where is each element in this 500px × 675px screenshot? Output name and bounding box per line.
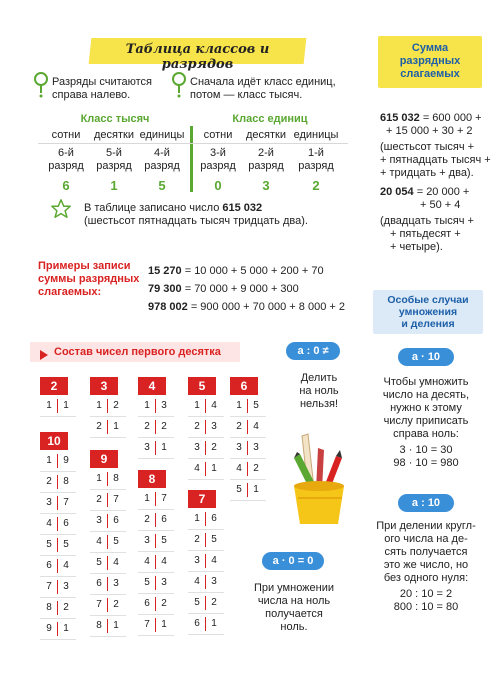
composition-cell: 2 — [96, 494, 102, 505]
composition-separator — [155, 420, 156, 434]
composition-cell: 3 — [46, 497, 52, 508]
examples-heading-line: суммы разрядных — [38, 273, 140, 285]
composition-cell: 6 — [113, 515, 119, 526]
sidebar-heading-line: слагаемых — [400, 68, 460, 80]
composition-cell: 2 — [194, 534, 200, 545]
composition-cell: 7 — [63, 497, 69, 508]
composition-row-line — [138, 635, 174, 636]
example-row — [148, 280, 345, 298]
pencil-cup-icon — [284, 428, 354, 533]
composition-cell: 4 — [46, 518, 52, 529]
composition-cell: 8 — [113, 473, 119, 484]
composition-row-line — [138, 593, 174, 594]
composition-row-line — [138, 530, 174, 531]
composition-separator — [247, 420, 248, 434]
composition-row-line — [230, 479, 266, 480]
mul10-line: справа ноль: — [393, 428, 459, 440]
composition-separator — [57, 538, 58, 552]
composition-cell: 4 — [194, 576, 200, 587]
composition-cell: 1 — [194, 400, 200, 411]
composition-cell: 2 — [113, 400, 119, 411]
sidebar-sum: + 15 000 + 30 + 2 — [386, 125, 473, 137]
mul10-line: число на десять, — [382, 389, 470, 401]
examples-heading-line: слагаемых: — [38, 286, 102, 298]
composition-cell: 4 — [236, 463, 242, 474]
rank-order: 4-й разряд — [144, 147, 180, 172]
composition-cell: 1 — [46, 400, 52, 411]
composition-cell: 1 — [46, 455, 52, 466]
composition-cell: 6 — [63, 518, 69, 529]
composition-number-badge: 5 — [188, 377, 216, 395]
composition-cell: 2 — [161, 598, 167, 609]
mul-zero-line: получается — [265, 608, 323, 620]
composition-cell: 2 — [63, 602, 69, 613]
examples-heading-line: Примеры записи — [38, 260, 131, 272]
mul10-example: 98 · 10 = 980 — [393, 457, 459, 469]
composition-cell: 6 — [46, 560, 52, 571]
composition-row-line — [90, 552, 126, 553]
composition-cell: 3 — [113, 578, 119, 589]
composition-row-line — [188, 550, 224, 551]
composition-cell: 3 — [144, 535, 150, 546]
composition-row-line — [90, 615, 126, 616]
rank-digit: 1 — [110, 178, 118, 193]
composition-cell: 6 — [161, 514, 167, 525]
composition-separator — [205, 441, 206, 455]
composition-separator — [155, 534, 156, 548]
sidebar-number: 20 054 — [380, 186, 414, 198]
composition-row-line — [188, 479, 224, 480]
composition-row-line — [230, 416, 266, 417]
sidebar-sum: = 600 000 + — [419, 112, 482, 124]
div-zero-line: нельзя! — [299, 398, 339, 410]
composition-cell: 4 — [194, 463, 200, 474]
composition-row-line — [40, 639, 76, 640]
composition-cell: 9 — [63, 455, 69, 466]
example-number: 15 270 — [148, 265, 182, 277]
div-zero-badge: a : 0 ≠ — [286, 342, 340, 360]
composition-separator — [57, 517, 58, 531]
composition-number-badge: 10 — [40, 432, 68, 450]
composition-separator — [247, 399, 248, 413]
composition-separator — [155, 618, 156, 632]
rank-name: единицы — [293, 129, 339, 141]
composition-cell: 3 — [96, 515, 102, 526]
sidebar-number: 615 032 — [380, 112, 420, 124]
class-units-label: Класс единиц — [232, 113, 308, 125]
composition-cell: 3 — [161, 577, 167, 588]
examples-heading — [38, 260, 139, 299]
composition-row-line — [138, 437, 174, 438]
class-thousands-label: Класс тысяч — [80, 113, 150, 125]
composition-cell: 6 — [194, 618, 200, 629]
composition-cell: 2 — [96, 421, 102, 432]
sidebar-words: (двадцать тысяч + — [380, 215, 474, 227]
composition-separator — [247, 462, 248, 476]
composition-cell: 3 — [236, 442, 242, 453]
example-sum: = 70 000 + 9 000 + 300 — [181, 283, 299, 295]
div10-line: сять получается — [384, 546, 468, 558]
composition-cell: 5 — [253, 400, 259, 411]
composition-cell: 2 — [253, 463, 259, 474]
rank-name: сотни — [51, 129, 81, 141]
rank-digit: 5 — [158, 178, 166, 193]
composition-cell: 4 — [96, 536, 102, 547]
intro-left — [52, 76, 152, 102]
composition-row-line — [138, 458, 174, 459]
composition-separator — [57, 454, 58, 468]
composition-row-line — [90, 437, 126, 438]
composition-row-line — [188, 416, 224, 417]
composition-cell: 7 — [46, 581, 52, 592]
composition-separator — [107, 577, 108, 591]
rank-name: сотни — [203, 129, 233, 141]
sidebar-words: + четыре). — [390, 241, 443, 253]
composition-cell: 4 — [144, 556, 150, 567]
composition-cell: 5 — [144, 577, 150, 588]
composition-separator — [57, 622, 58, 636]
composition-separator — [57, 580, 58, 594]
composition-row-line — [90, 636, 126, 637]
composition-row-line — [40, 597, 76, 598]
composition-separator — [205, 575, 206, 589]
composition-separator — [107, 535, 108, 549]
composition-cell: 7 — [161, 493, 167, 504]
composition-number-badge: 3 — [90, 377, 118, 395]
composition-cell: 1 — [236, 400, 242, 411]
div10-example: 20 : 10 = 2 — [399, 588, 453, 600]
composition-cell: 4 — [161, 556, 167, 567]
composition-separator — [205, 617, 206, 631]
sidebar-heading — [378, 42, 482, 81]
composition-cell: 5 — [113, 536, 119, 547]
composition-separator — [155, 555, 156, 569]
composition-row-line — [188, 592, 224, 593]
composition-row-line — [188, 613, 224, 614]
composition-row-line — [188, 437, 224, 438]
example-sum: = 10 000 + 5 000 + 200 + 70 — [181, 265, 324, 277]
composition-cell: 1 — [113, 421, 119, 432]
composition-cell: 2 — [211, 597, 217, 608]
composition-number-badge: 8 — [138, 470, 166, 488]
composition-cell: 5 — [46, 539, 52, 550]
composition-cell: 1 — [63, 400, 69, 411]
intro-left-line: Разряды считаются — [52, 76, 153, 88]
mul10-line: нужно к этому — [390, 402, 462, 414]
composition-row-line — [90, 416, 126, 417]
rank-order: 5-й разряд — [96, 147, 132, 172]
composition-cell: 1 — [63, 623, 69, 634]
composition-cell: 4 — [113, 557, 119, 568]
mul10-example: 3 · 10 = 30 — [399, 444, 453, 456]
composition-cell: 3 — [63, 581, 69, 592]
composition-cell: 7 — [144, 619, 150, 630]
sidebar-words: + пятнадцать тысяч + — [380, 154, 491, 166]
composition-cell: 3 — [144, 442, 150, 453]
composition-cell: 2 — [194, 421, 200, 432]
rank-digit: 2 — [312, 178, 320, 193]
sidebar-words: (шестьсот тысяч + — [380, 141, 475, 153]
composition-row-line — [188, 458, 224, 459]
sidebar-heading-line: разрядных — [399, 55, 461, 67]
composition-cell: 8 — [96, 620, 102, 631]
composition-cell: 2 — [211, 442, 217, 453]
sidebar-sum: + 50 + 4 — [420, 199, 461, 211]
composition-cell: 2 — [236, 421, 242, 432]
mul10-line: числу приписать — [383, 415, 469, 427]
composition-separator — [205, 462, 206, 476]
note-prefix: В таблице записано число — [84, 202, 223, 214]
composition-separator — [155, 597, 156, 611]
rank-digit: 6 — [62, 178, 70, 193]
example-number: 79 300 — [148, 283, 182, 295]
intro-right — [190, 76, 336, 102]
composition-cell: 1 — [144, 400, 150, 411]
composition-separator — [155, 492, 156, 506]
composition-cell: 7 — [113, 494, 119, 505]
composition-cell: 7 — [96, 599, 102, 610]
div10-line: без одного нуля: — [383, 572, 469, 584]
mul10-line: Чтобы умножить — [383, 376, 469, 388]
composition-row-line — [40, 492, 76, 493]
examples-list — [148, 262, 345, 316]
composition-row-line — [138, 416, 174, 417]
sidebar-heading-line: Сумма — [411, 42, 449, 54]
composition-row-line — [138, 572, 174, 573]
composition-cell: 4 — [211, 555, 217, 566]
composition-cell: 2 — [46, 476, 52, 487]
composition-separator — [247, 441, 248, 455]
rank-digit: 0 — [214, 178, 222, 193]
composition-heading: Состав чисел первого десятка — [54, 346, 221, 358]
composition-row-line — [188, 634, 224, 635]
composition-separator — [205, 554, 206, 568]
composition-number-badge: 4 — [138, 377, 166, 395]
composition-row-line — [90, 489, 126, 490]
composition-cell: 9 — [46, 623, 52, 634]
composition-row-line — [138, 551, 174, 552]
composition-separator — [107, 619, 108, 633]
rank-name: десятки — [246, 129, 286, 141]
composition-cell: 1 — [161, 442, 167, 453]
div-zero-line: Делить — [300, 372, 338, 384]
special-heading-line: Особые случаи — [387, 294, 469, 306]
composition-row-line — [230, 458, 266, 459]
composition-cell: 3 — [253, 442, 259, 453]
composition-row-line — [138, 614, 174, 615]
composition-row-line — [138, 509, 174, 510]
note-number: 615 032 — [222, 202, 263, 214]
composition-cell: 1 — [161, 619, 167, 630]
note-words: (шестьсот пятнадцать тысяч тридцать два). — [84, 215, 308, 227]
special-heading-line: и деления — [401, 318, 455, 330]
mul-zero-text — [244, 582, 344, 634]
composition-separator — [155, 399, 156, 413]
composition-row-line — [230, 500, 266, 501]
div10-line: При делении кругл- — [376, 520, 476, 532]
composition-number-badge: 7 — [188, 490, 216, 508]
composition-separator — [107, 472, 108, 486]
composition-row-line — [230, 437, 266, 438]
special-heading-line: умножения — [398, 306, 458, 318]
star-icon — [50, 198, 72, 225]
composition-cell: 3 — [211, 576, 217, 587]
composition-cell: 2 — [113, 599, 119, 610]
rank-name: единицы — [139, 129, 185, 141]
composition-row-line — [40, 555, 76, 556]
table-header-line — [38, 143, 348, 144]
rank-digit: 3 — [262, 178, 270, 193]
composition-row-line — [188, 529, 224, 530]
composition-cell: 6 — [211, 513, 217, 524]
composition-row-line — [90, 510, 126, 511]
composition-cell: 4 — [253, 421, 259, 432]
composition-number-badge: 9 — [90, 450, 118, 468]
mul10-text — [368, 376, 484, 470]
page-title: Таблица классов и разрядов — [125, 42, 270, 72]
composition-cell: 5 — [211, 534, 217, 545]
composition-cell: 1 — [96, 400, 102, 411]
div10-example: 800 : 10 = 80 — [393, 601, 459, 613]
mul-zero-line: числа на ноль — [257, 595, 331, 607]
composition-row-line — [90, 573, 126, 574]
div-zero-line: на ноль — [299, 385, 339, 397]
sidebar-words: + тридцать + два). — [380, 167, 474, 179]
div10-line: это же число, но — [383, 559, 469, 571]
composition-separator — [107, 399, 108, 413]
composition-separator — [107, 420, 108, 434]
mul-zero-badge: a · 0 = 0 — [262, 552, 324, 570]
composition-row-line — [40, 471, 76, 472]
composition-row-line — [90, 594, 126, 595]
composition-separator — [247, 483, 248, 497]
composition-cell: 1 — [96, 473, 102, 484]
composition-cell: 2 — [144, 514, 150, 525]
composition-separator — [205, 512, 206, 526]
composition-separator — [205, 420, 206, 434]
composition-number-badge: 2 — [40, 377, 68, 395]
composition-cell: 2 — [161, 421, 167, 432]
mul-zero-line: При умножении — [253, 582, 335, 594]
composition-cell: 8 — [46, 602, 52, 613]
composition-cell: 5 — [236, 484, 242, 495]
composition-separator — [57, 475, 58, 489]
intro-right-line: Сначала идёт класс единиц, — [190, 76, 336, 88]
composition-separator — [205, 596, 206, 610]
composition-cell: 1 — [211, 618, 217, 629]
composition-row-line — [40, 576, 76, 577]
composition-separator — [107, 514, 108, 528]
composition-separator — [155, 576, 156, 590]
composition-cell: 6 — [144, 598, 150, 609]
composition-separator — [155, 441, 156, 455]
composition-cell: 1 — [253, 484, 259, 495]
composition-separator — [205, 399, 206, 413]
composition-number-badge: 6 — [230, 377, 258, 395]
composition-separator — [57, 559, 58, 573]
composition-cell: 1 — [211, 463, 217, 474]
composition-cell: 1 — [194, 513, 200, 524]
composition-row-line — [40, 618, 76, 619]
composition-row-line — [40, 534, 76, 535]
mul-zero-line: ноль. — [280, 621, 308, 633]
intro-right-line: потом — класс тысяч. — [190, 89, 303, 101]
composition-cell: 3 — [211, 421, 217, 432]
composition-row-line — [188, 571, 224, 572]
composition-separator — [107, 493, 108, 507]
rank-order: 3-й разряд — [200, 147, 236, 172]
composition-cell: 4 — [211, 400, 217, 411]
composition-row-line — [90, 531, 126, 532]
composition-cell: 8 — [63, 476, 69, 487]
composition-separator — [155, 513, 156, 527]
composition-separator — [205, 533, 206, 547]
composition-row-line — [40, 416, 76, 417]
exclamation-icon — [172, 72, 186, 103]
div-zero-text — [284, 372, 354, 411]
composition-cell: 5 — [194, 597, 200, 608]
composition-separator — [57, 601, 58, 615]
composition-cell: 1 — [144, 493, 150, 504]
rank-name: десятки — [94, 129, 134, 141]
div10-badge: a : 10 — [398, 494, 454, 512]
sidebar-example-1 — [380, 112, 491, 180]
intro-left-line: справа налево. — [52, 89, 131, 101]
composition-row-line — [40, 513, 76, 514]
composition-cell: 1 — [113, 620, 119, 631]
rank-order: 2-й разряд — [248, 147, 284, 172]
composition-cell: 4 — [63, 560, 69, 571]
sidebar-example-2 — [380, 186, 474, 254]
table-note — [84, 202, 308, 228]
composition-cell: 6 — [96, 578, 102, 589]
composition-separator — [107, 556, 108, 570]
composition-cell: 2 — [144, 421, 150, 432]
composition-cell: 5 — [96, 557, 102, 568]
special-heading — [373, 294, 483, 330]
mul10-badge: a · 10 — [398, 348, 454, 366]
example-sum: = 900 000 + 70 000 + 8 000 + 2 — [187, 301, 345, 313]
example-row — [148, 262, 345, 280]
rank-order: 6-й разряд — [48, 147, 84, 172]
div10-line: ого числа на де- — [384, 533, 468, 545]
div10-text — [366, 520, 486, 614]
composition-cell: 3 — [194, 442, 200, 453]
sidebar-sum: = 20 000 + — [413, 186, 470, 198]
composition-separator — [57, 496, 58, 510]
composition-cell: 5 — [161, 535, 167, 546]
example-number: 978 002 — [148, 301, 188, 313]
composition-separator — [107, 598, 108, 612]
composition-cell: 5 — [63, 539, 69, 550]
composition-cell: 3 — [194, 555, 200, 566]
composition-cell: 3 — [161, 400, 167, 411]
composition-separator — [57, 399, 58, 413]
rank-order: 1-й разряд — [298, 147, 334, 172]
exclamation-icon — [34, 72, 48, 103]
example-row — [148, 298, 345, 316]
triangle-arrow-icon — [40, 347, 48, 365]
sidebar-words: + пятьдесят + — [390, 228, 461, 240]
